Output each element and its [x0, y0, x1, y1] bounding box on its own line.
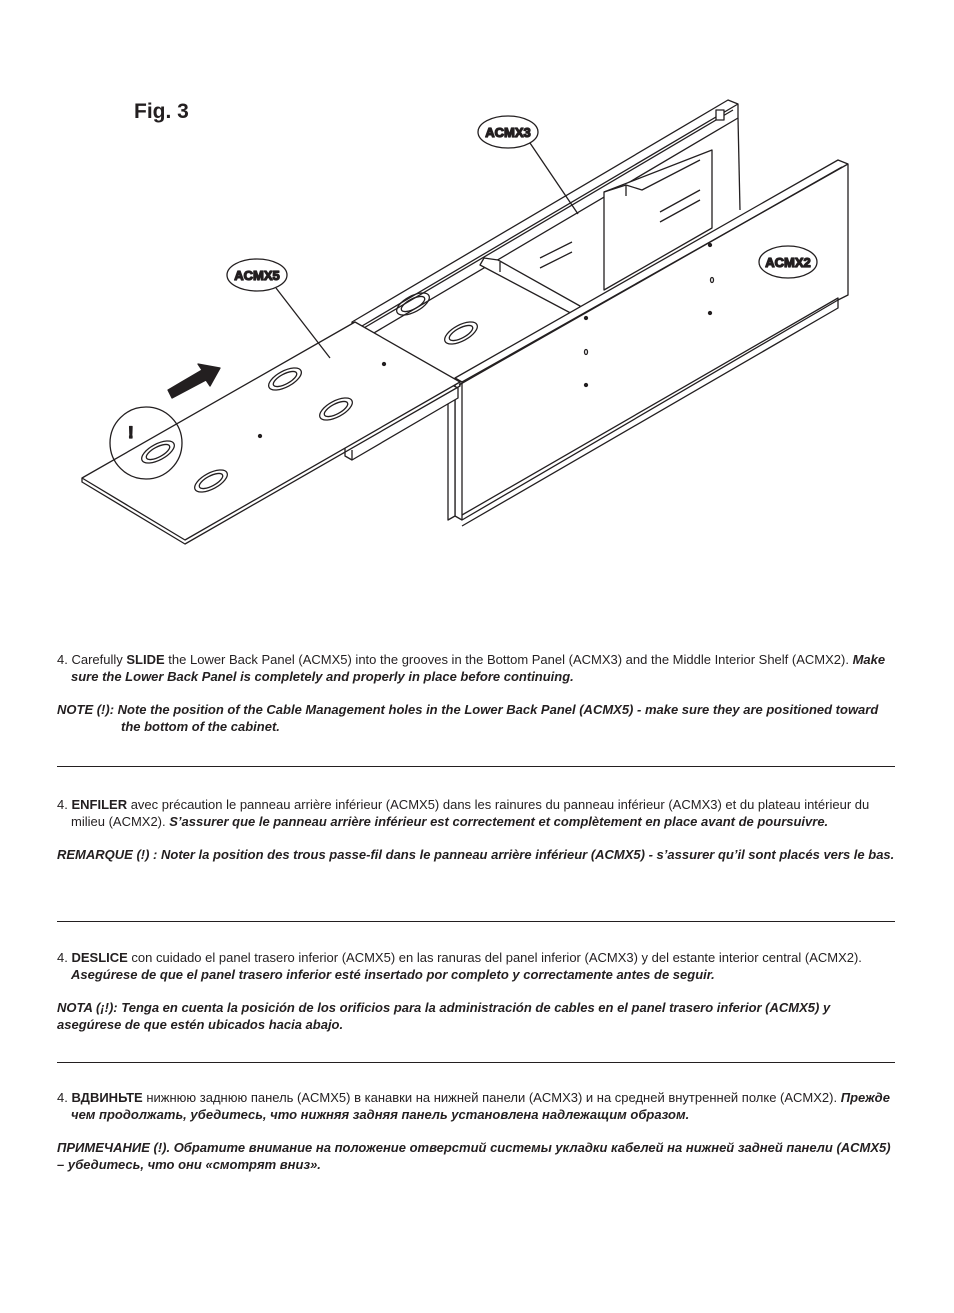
step-note: NOTA (¡!): Tenga en cuenta la posición de los orificios para la administración de cables en el panel trasero inferior (ACMX5) y asegúrese de que estén ubicados hacia abajo.	[57, 1000, 831, 1032]
step-text: 4. Carefully SLIDE the Lower Back Panel (ACMX5) into the grooves in the Bottom Panel (ACMX3) and the Middle Interior Shelf (ACMX2). Make sure the Lower Back Panel is completely and properly in place before continuing.	[57, 652, 886, 684]
step-note: ПРИМЕЧАНИЕ (!). Обратите внимание на положение отверстий системы укладки кабелей на нижней задней панели (ACMX5) – убедитесь, что они «смотрят вниз».	[57, 1140, 891, 1172]
step-text: 4. ENFILER avec précaution le panneau arrière inférieur (ACMX5) dans les rainures du panneau inférieur (ACMX3) et du plateau intérieur du milieu (ACMX2). S’assurer que le panneau arrière inférieur est correctement et complètement en place avant de poursuivre.	[57, 797, 870, 829]
section-divider	[57, 921, 895, 922]
section-divider	[57, 1062, 895, 1063]
instructions-en	[57, 651, 897, 735]
step-text: 4. DESLICE con cuidado el panel trasero inferior (ACMX5) en las ranuras del panel inferior (ACMX3) y del estante interior central (ACMX2). Asegúrese de que el panel trasero inferior esté insertado por completo y correctamente antes de seguir.	[57, 950, 862, 982]
callout-acmx5	[227, 259, 330, 358]
instructions-es	[57, 949, 897, 1033]
figure-title: Fig. 3	[134, 100, 189, 123]
callout-acmx2	[759, 246, 817, 278]
instructions-fr	[57, 796, 897, 863]
svg-text:ACMX2: ACMX2	[765, 255, 811, 270]
step-note: NOTE (!): Note the position of the Cable Management holes in the Lower Back Panel (ACMX5) - make sure they are positioned toward the bottom of the cabinet.	[57, 702, 879, 734]
assembly-illustration	[0, 0, 954, 600]
svg-text:ACMX3: ACMX3	[485, 125, 531, 140]
step-note: REMARQUE (!) : Noter la position des trous passe-fil dans le panneau arrière inférieur (ACMX5) - s’assurer qu’il sont placés vers le bas.	[57, 847, 895, 862]
section-divider	[57, 766, 895, 767]
step-text: 4. ВДВИНЬТЕ нижнюю заднюю панель (ACMX5) в канавки на нижней панели (ACMX3) и на средней внутренней полке (ACMX2). Прежде чем продолжать, убедитесь, что нижняя задняя панель установлена надлежащим образом.	[57, 1090, 890, 1122]
slide-direction-arrow-icon	[168, 364, 220, 398]
instructions-ru	[57, 1089, 897, 1173]
attention-mark: !	[128, 423, 134, 442]
svg-text:ACMX5: ACMX5	[234, 268, 280, 283]
